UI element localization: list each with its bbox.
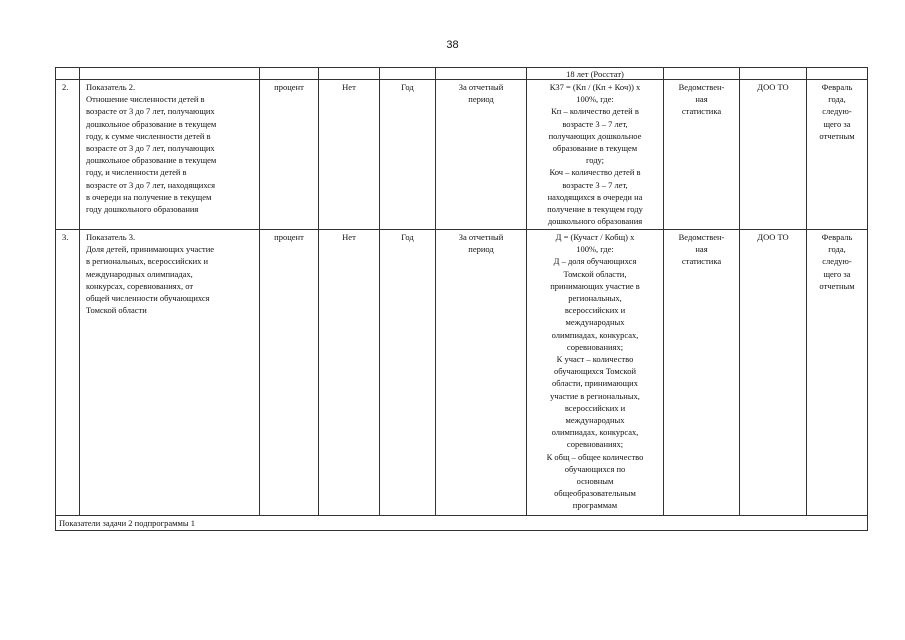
period-type-cell: Год — [401, 232, 414, 242]
text-line: За отчетный — [458, 232, 504, 242]
text-line: Показатель 2. — [86, 82, 136, 92]
text-line: щего за — [823, 118, 851, 129]
table-column-divider — [379, 67, 380, 516]
text-line: 100%, где: — [576, 244, 614, 255]
text-line: Февраль — [821, 232, 853, 242]
text-line: следую- — [822, 256, 852, 267]
text-line: в региональных, всероссийских и — [86, 256, 209, 267]
deadline-cell — [807, 231, 867, 292]
text-line: отчетным — [819, 280, 855, 291]
text-line: возрасте 3 – 7 лет, — [562, 118, 628, 129]
text-line: региональных, — [568, 293, 622, 304]
text-line: статистика — [681, 106, 722, 117]
text-line: году, к сумме численности детей в — [86, 130, 211, 141]
text-line: За отчетный — [458, 82, 504, 92]
text-line: года, — [828, 94, 846, 105]
row-number: 3. — [62, 232, 69, 242]
text-line: соревнованиях; — [566, 341, 624, 352]
text-line: статистика — [681, 256, 722, 267]
text-line: международных — [565, 317, 625, 328]
text-line: К общ – общее количество — [546, 451, 644, 462]
text-line: образование в текущем — [552, 143, 638, 154]
table-border-right — [867, 67, 868, 531]
flag-cell: Нет — [342, 232, 356, 242]
text-line: Ведомствен- — [678, 232, 725, 242]
page-number: 38 — [446, 39, 459, 51]
text-line: принимающих участие в — [550, 280, 640, 291]
text-line: международных олимпиадах, — [86, 268, 193, 279]
text-line: году; — [585, 155, 605, 166]
text-line: году, и численности детей в — [86, 167, 187, 178]
text-line: следую- — [822, 106, 852, 117]
source-cell — [664, 231, 739, 268]
text-line: отчетным — [819, 130, 855, 141]
table-border-left — [55, 67, 56, 531]
table-row-divider — [55, 229, 868, 230]
text-line: Февраль — [821, 82, 853, 92]
formula-cell — [527, 231, 663, 512]
text-line: соревнованиях; — [566, 439, 624, 450]
flag-cell: Нет — [342, 82, 356, 92]
text-line: Д = (Кучаст / Кобщ) х — [555, 232, 635, 242]
table-column-divider — [259, 67, 260, 516]
row-number: 2. — [62, 82, 69, 92]
unit-cell: процент — [274, 232, 304, 242]
table-row-divider — [55, 79, 868, 80]
text-line: участие в региональных, — [550, 390, 640, 401]
text-line: возрасте от 3 до 7 лет, получающих — [86, 143, 215, 154]
text-line: всероссийских и — [564, 305, 626, 316]
indicator-name — [86, 81, 258, 215]
text-line: дошкольное образование в текущем — [86, 155, 217, 166]
text-line: всероссийских и — [564, 402, 626, 413]
text-line: основным — [576, 476, 614, 487]
text-line: международных — [565, 415, 625, 426]
text-line: дошкольное образование в текущем — [86, 118, 217, 129]
text-line: возрасте от 3 до 7 лет, находящихся — [86, 179, 216, 190]
text-line: олимпиадах, конкурсах, — [551, 329, 639, 340]
responsible-cell: ДОО ТО — [757, 82, 789, 92]
text-line: года, — [828, 244, 846, 255]
text-line: 100%, где: — [576, 94, 614, 105]
text-line: ная — [695, 244, 708, 255]
indicator-name — [86, 231, 258, 316]
text-line: общеобразовательным — [554, 488, 636, 499]
text-line: обучающихся Томской — [553, 366, 637, 377]
period-cell — [436, 231, 526, 255]
text-line: ная — [695, 94, 708, 105]
source-cell — [664, 81, 739, 118]
continued-fragment: 18 лет (Росстат) — [566, 68, 624, 79]
text-line: олимпиадах, конкурсах, — [551, 427, 639, 438]
text-line: дошкольного образования — [547, 216, 643, 227]
text-line: К участ – количество — [556, 354, 634, 365]
text-line: программам — [572, 500, 618, 511]
text-line: получающих дошкольное — [548, 130, 642, 141]
text-line: в очереди на получение в текущем — [86, 191, 212, 202]
table-column-divider — [739, 67, 740, 516]
text-line: период — [468, 94, 494, 105]
text-line: Доля детей, принимающих участие — [86, 244, 215, 255]
unit-cell: процент — [274, 82, 304, 92]
responsible-cell: ДОО ТО — [757, 232, 789, 242]
text-line: общей численности обучающихся — [86, 293, 210, 304]
formula-cell — [527, 81, 663, 227]
table-column-divider — [318, 67, 319, 516]
table-column-divider — [435, 67, 436, 516]
text-line: находящихся в очереди на — [547, 191, 643, 202]
text-line: Д – доля обучающихся — [553, 256, 637, 267]
period-type-cell: Год — [401, 82, 414, 92]
text-line: К37 = (Кп / (Кп + Коч)) х — [549, 82, 641, 92]
text-line: Отношение численности детей в — [86, 94, 205, 105]
table-border-top — [55, 67, 868, 68]
text-line: возрасте от 3 до 7 лет, получающих — [86, 106, 215, 117]
text-line: конкурсах, соревнованиях, от — [86, 280, 194, 291]
text-line: области, принимающих — [552, 378, 638, 389]
text-line: году дошкольного образования — [86, 204, 199, 215]
table-column-divider — [79, 67, 80, 516]
section-header: Показатели задачи 2 подпрограммы 1 — [59, 517, 195, 528]
deadline-cell — [807, 81, 867, 142]
text-line: получение в текущем году — [547, 204, 643, 215]
text-line: обучающихся по — [564, 463, 626, 474]
text-line: период — [468, 244, 494, 255]
period-cell — [436, 81, 526, 105]
text-line: Коч – количество детей в — [549, 167, 641, 178]
text-line: Показатель 3. — [86, 232, 136, 242]
text-line: Ведомствен- — [678, 82, 725, 92]
text-line: Томской области — [86, 305, 147, 316]
text-line: возрасте 3 – 7 лет, — [562, 179, 628, 190]
text-line: Томской области, — [563, 268, 627, 279]
table-border-bottom — [55, 530, 868, 531]
text-line: щего за — [823, 268, 851, 279]
text-line: Кп – количество детей в — [551, 106, 639, 117]
table-column-divider — [663, 67, 664, 516]
